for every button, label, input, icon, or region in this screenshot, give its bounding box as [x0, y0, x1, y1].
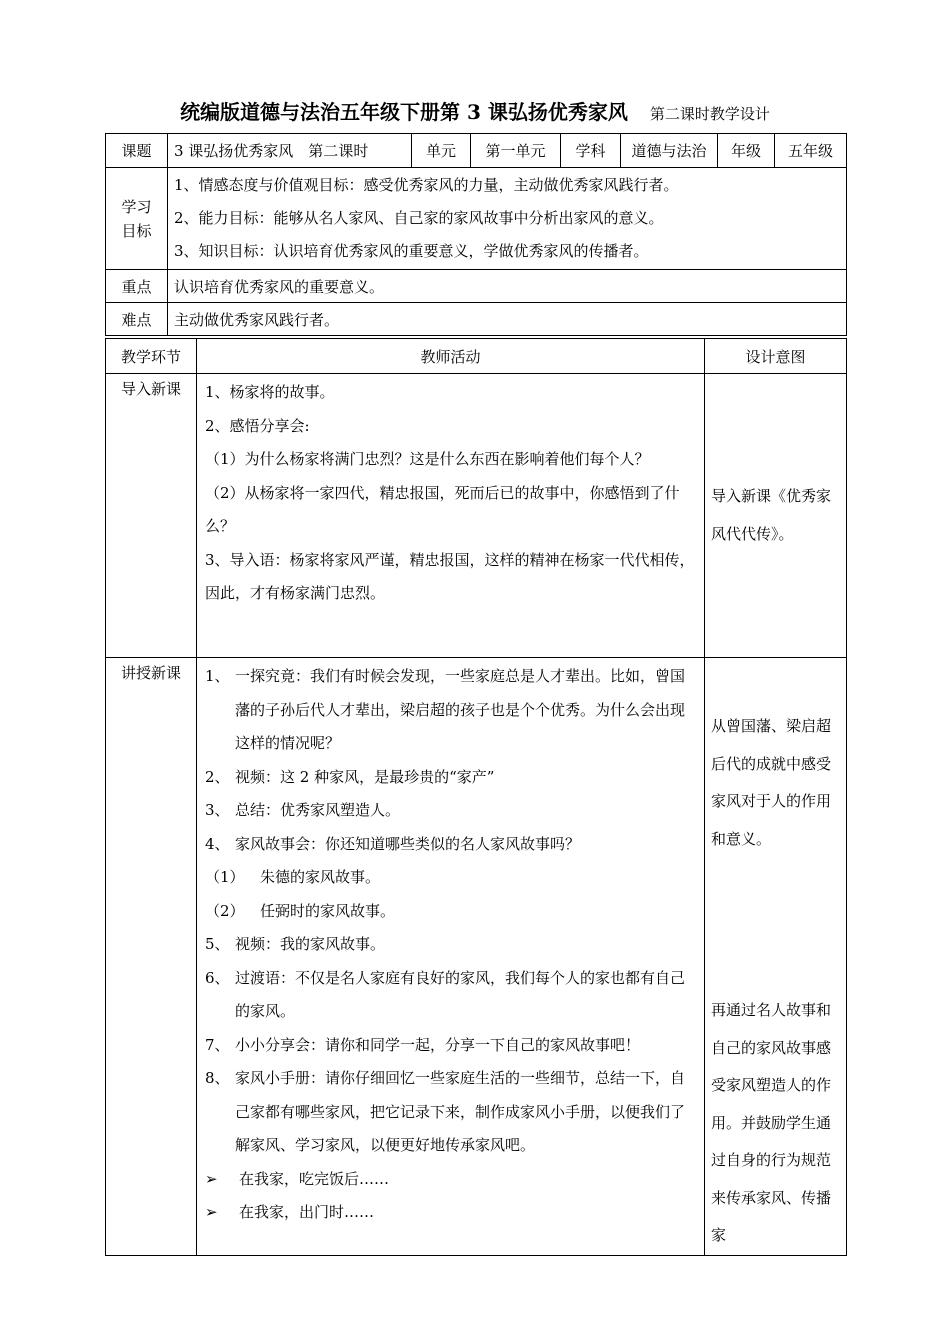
lecture-row — [106, 658, 847, 1256]
difficulty-label: 难点 — [106, 303, 168, 336]
item-text: 朱德的家风故事。 — [260, 868, 381, 886]
goals-row — [106, 168, 847, 270]
item-number: 1、 — [205, 667, 230, 685]
header-row — [106, 339, 847, 374]
intro-row — [106, 374, 847, 658]
lecture-intent-2: 再通过名人故事和自己的家风故事感受家风塑造人的作用。并鼓励学生通过自身的行为规范来传承家风、传播家 — [711, 1001, 832, 1244]
item-number: （2） — [205, 901, 245, 920]
lecture-subitem — [205, 895, 698, 929]
key-point-label: 重点 — [106, 270, 168, 303]
subject-value: 道德与法治 — [621, 134, 718, 168]
item-number: （1） — [205, 868, 245, 886]
item-text: 家风小手册：请你仔细回忆一些家庭生活的一些细节，总结一下，自己家都有哪些家风，把它记录下来，制作成家风小手册，以便我们了解家风、学习家风，以便更好地传承家风吧。 — [235, 1069, 686, 1154]
goals-label-line1: 学习 — [121, 197, 152, 216]
lecture-item — [205, 1062, 698, 1163]
grade-value: 五年级 — [775, 134, 847, 168]
item-text: 总结：优秀家风塑造人。 — [235, 801, 401, 819]
intro-intent: 导入新课《优秀家风代代传》。 — [705, 374, 847, 658]
grade-label: 年级 — [718, 134, 775, 168]
item-text: 一探究竟：我们有时候会发现，一些家庭总是人才辈出。比如，曾国藩的子孙后代人才辈出，梁启超的孩子也是个个优秀。为什么会出现这样的情况呢？ — [235, 667, 686, 752]
intro-line: 3、导入语：杨家将家风严谨，精忠报国，这样的精神在杨家一代代相传，因此，才有杨家满门忠烈。 — [205, 550, 695, 602]
bullet-text: 在我家，吃完饭后…… — [239, 1169, 390, 1188]
unit-label: 单元 — [412, 134, 471, 168]
lecture-item — [205, 794, 698, 828]
key-point-value: 认识培育优秀家风的重要意义。 — [168, 270, 847, 303]
topic-value: 3 课弘扬优秀家风 第二课时 — [168, 134, 412, 168]
lecture-intent-1: 从曾国藩、梁启超后代的成就中感受家风对于人的作用和意义。 — [711, 717, 832, 848]
intro-line: 1、杨家将的故事。 — [205, 383, 335, 401]
item-number: 2、 — [205, 767, 230, 786]
goal-item: 3、知识目标：认识培育优秀家风的重要意义，学做优秀家风的传播者。 — [174, 242, 649, 260]
item-number: 3、 — [205, 801, 230, 819]
intro-stage: 导入新课 — [106, 374, 197, 658]
lecture-item — [205, 928, 698, 962]
intent-header: 设计意图 — [705, 339, 847, 374]
lesson-info-table — [105, 133, 847, 336]
lecture-bullet — [205, 1163, 698, 1197]
arrowhead-bullet-icon: ➢ — [205, 1169, 218, 1188]
goals-label — [106, 168, 168, 270]
item-text: 过渡语：不仅是名人家庭有良好的家风，我们每个人的家也都有自己的家风。 — [235, 968, 686, 1020]
item-number: 5、 — [205, 935, 230, 953]
lecture-intent — [705, 658, 847, 1256]
item-text: 视频：这 2 种家风，是最珍贵的“家产” — [235, 767, 495, 786]
item-text: 家风故事会：你还知道哪些类似的名人家风故事吗？ — [235, 834, 581, 853]
difficulty-row — [106, 303, 847, 336]
item-number: 6、 — [205, 968, 230, 987]
lecture-activity — [197, 658, 705, 1256]
goal-item: 1、情感态度与价值观目标：感受优秀家风的力量，主动做优秀家风践行者。 — [174, 176, 679, 194]
teaching-process-table — [105, 338, 847, 1256]
goal-item: 2、能力目标：能够从名人家风、自己家的家风故事中分析出家风的意义。 — [174, 209, 664, 227]
intro-line: 2、感悟分享会: — [205, 416, 310, 435]
item-text: 视频：我的家风故事。 — [235, 935, 386, 953]
title-main: 统编版道德与法治五年级下册第 3 课弘扬优秀家风 — [180, 100, 628, 124]
activity-header: 教师活动 — [197, 339, 705, 374]
title-sub: 第二课时教学设计 — [649, 105, 770, 123]
stage-header: 教学环节 — [106, 339, 197, 374]
goals-label-line2: 目标 — [121, 221, 152, 240]
info-row — [106, 134, 847, 168]
lecture-item — [205, 828, 698, 862]
intro-activity — [197, 374, 705, 658]
lecture-stage: 讲授新课 — [106, 658, 197, 1256]
page-title — [0, 96, 950, 125]
item-number: 8、 — [205, 1069, 230, 1087]
difficulty-value: 主动做优秀家风践行者。 — [168, 303, 847, 336]
item-number: 7、 — [205, 1035, 230, 1054]
key-point-row — [106, 270, 847, 303]
topic-label: 课题 — [106, 134, 168, 168]
unit-value: 第一单元 — [471, 134, 561, 168]
subject-label: 学科 — [561, 134, 621, 168]
lecture-item — [205, 962, 698, 1029]
item-text: 小小分享会：请你和同学一起，分享一下自己的家风故事吧！ — [235, 1035, 641, 1054]
lecture-item — [205, 761, 698, 795]
intro-line: （1）为什么杨家将满门忠烈？这是什么东西在影响着他们每个人？ — [205, 450, 650, 468]
item-text: 任弼时的家风故事。 — [260, 901, 396, 920]
bullet-text: 在我家，出门时…… — [239, 1203, 375, 1221]
arrowhead-bullet-icon: ➢ — [205, 1203, 218, 1221]
goals-content — [168, 168, 847, 270]
lecture-bullet — [205, 1196, 698, 1230]
lecture-item — [205, 660, 698, 761]
lecture-item — [205, 1029, 698, 1063]
intro-line: （2）从杨家将一家四代，精忠报国，死而后已的故事中，你感悟到了什么？ — [205, 483, 680, 535]
item-number: 4、 — [205, 834, 230, 853]
lecture-subitem — [205, 861, 698, 895]
